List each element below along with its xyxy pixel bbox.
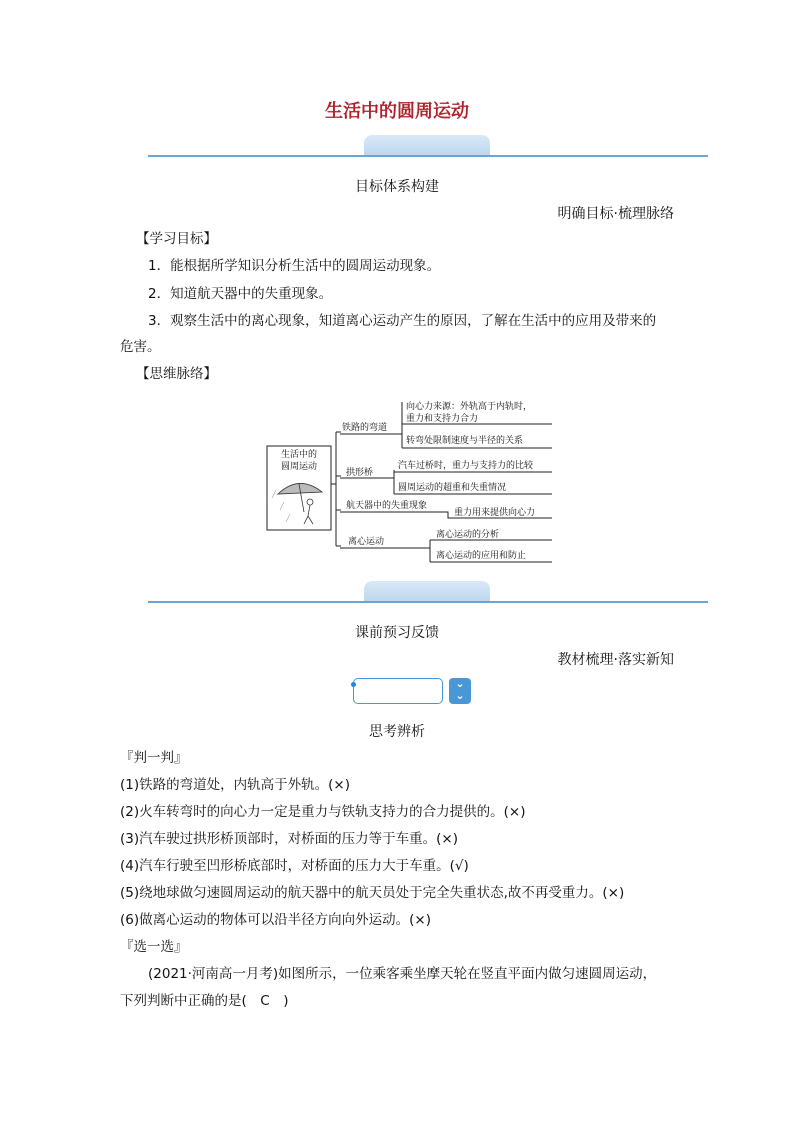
judge-item-2: (2)火车转弯时的向心力一定是重力与铁轨支持力的合力提供的。(×) bbox=[120, 804, 526, 820]
mindmap-root-line1: 生活中的 bbox=[280, 450, 318, 460]
branch-spacecraft: 航天器中的失重现象 bbox=[346, 501, 428, 511]
leaf-centrifugal-2: 离心运动的应用和防止 bbox=[436, 551, 527, 561]
leaf-bridge-2: 圆周运动的超重和失重情况 bbox=[398, 483, 507, 493]
mindmap-label: 【思维脉络】 bbox=[136, 366, 217, 382]
goal-item-1: 1．能根据所学知识分析生活中的圆周运动现象。 bbox=[148, 258, 441, 274]
section-subheading-2: 教材梳理·落实新知 bbox=[557, 652, 674, 668]
judge-item-3: (3)汽车驶过拱形桥顶部时，对桥面的压力等于车重。(×) bbox=[120, 831, 458, 847]
choose-label: 『选一选』 bbox=[120, 939, 188, 955]
branch-arch-bridge: 拱形桥 bbox=[346, 468, 374, 478]
section-subheading-1: 明确目标·梳理脉络 bbox=[557, 206, 674, 222]
section-heading-2: 课前预习反馈 bbox=[355, 625, 439, 641]
judge-item-1: (1)铁路的弯道处，内轨高于外轨。(×) bbox=[120, 777, 350, 793]
leaf-centrifugal-1: 离心运动的分析 bbox=[436, 530, 500, 540]
leaf-bridge-1: 汽车过桥时，重力与支持力的比较 bbox=[398, 461, 534, 471]
judge-label: 『判一判』 bbox=[120, 750, 188, 766]
think-heading: 思考辨析 bbox=[369, 724, 425, 740]
branch-railway: 铁路的弯道 bbox=[342, 423, 388, 433]
judge-item-5: (5)绕地球做匀速圆周运动的航天器中的航天员处于完全失重状态,故不再受重力。(×) bbox=[120, 885, 625, 901]
choose-question-line1: (2021·河南高一月考)如图所示，一位乘客乘坐摩天轮在竖直平面内做匀速圆周运动， bbox=[148, 966, 657, 982]
goal-item-3-cont: 危害。 bbox=[120, 339, 161, 355]
leaf-railway-1a: 向心力来源：外轨高于内轨时， bbox=[406, 402, 533, 412]
section-tag bbox=[353, 678, 443, 704]
goals-label: 【学习目标】 bbox=[136, 231, 217, 247]
goal-item-3: 3．观察生活中的离心现象，知道离心运动产生的原因，了解在生活中的应用及带来的 bbox=[148, 313, 657, 329]
section-band-1 bbox=[148, 135, 708, 159]
leaf-railway-2: 转弯处限制速度与半径的关系 bbox=[406, 436, 524, 446]
section-heading-1: 目标体系构建 bbox=[355, 179, 439, 195]
goal-item-2: 2．知道航天器中的失重现象。 bbox=[148, 286, 333, 302]
mind-map bbox=[266, 394, 566, 574]
mindmap-root-line2: 圆周运动 bbox=[280, 462, 318, 472]
leaf-spacecraft: 重力用来提供向心力 bbox=[454, 508, 536, 518]
judge-item-6: (6)做离心运动的物体可以沿半径方向向外运动。(×) bbox=[120, 912, 431, 928]
branch-centrifugal: 离心运动 bbox=[348, 537, 385, 547]
choose-question-line2: 下列判断中正确的是( C ) bbox=[120, 993, 289, 1009]
judge-item-4: (4)汽车行驶至凹形桥底部时，对桥面的压力大于车重。(√) bbox=[120, 858, 469, 874]
section-band-2 bbox=[148, 581, 708, 605]
leaf-railway-1b: 重力和支持力合力 bbox=[406, 414, 479, 424]
page-title: 生活中的圆周运动 bbox=[325, 101, 469, 122]
double-chevron-down-icon: ⌄ ⌄ bbox=[449, 678, 471, 704]
